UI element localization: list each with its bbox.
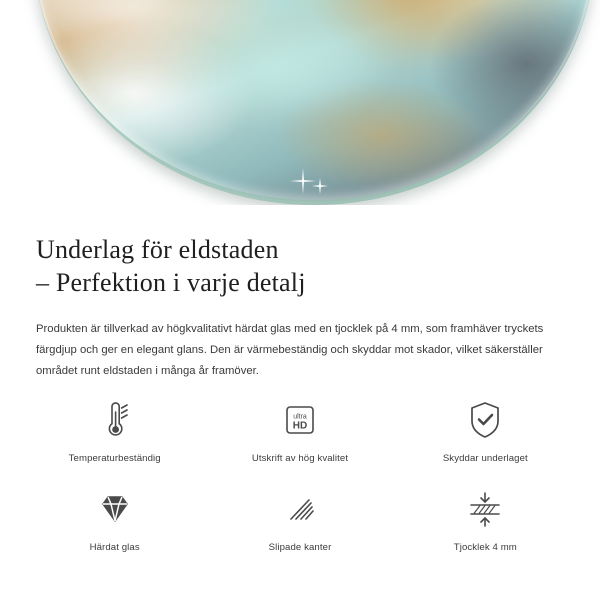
feature-label: Slipade kanter (268, 542, 332, 553)
feature-label: Härdat glas (89, 542, 140, 553)
feature-grid (0, 393, 600, 553)
feature-label: Tjocklek 4 mm (453, 542, 517, 553)
feature-item (22, 393, 207, 464)
diamond-icon (88, 482, 142, 536)
feature-label: Skyddar underlaget (442, 453, 528, 464)
feature-item (207, 393, 392, 464)
feature-item (393, 393, 578, 464)
ultra-hd-icon (273, 393, 327, 447)
polished-edges-icon (273, 482, 327, 536)
hero-image (0, 0, 600, 205)
body-paragraph: Produkten är tillverkad av högkvalitativt härdat glas med en tjocklek på 4 mm, som framhäver tryckets färgdjup och ger en elegant glans. Den är värmebeständig och skyddar mot skador, vilket säkerställer området runt eldstaden i många år framöver. (36, 323, 544, 377)
marble-vein (157, 13, 392, 124)
headline-line-1: Underlag för eldstaden (36, 235, 279, 264)
feature-item (22, 482, 207, 553)
feature-item (207, 482, 392, 553)
shield-check-icon (458, 393, 512, 447)
feature-item (393, 482, 578, 553)
svg-text:HD: HD (292, 420, 308, 432)
page-title (0, 205, 600, 299)
feature-label: Temperaturbeständig (68, 453, 161, 464)
round-marble-glass-panel (34, 0, 594, 205)
thickness-icon (458, 482, 512, 536)
text-content (0, 205, 600, 382)
headline-line-2: – Perfektion i varje detalj (36, 268, 306, 298)
feature-label: Utskrift av hög kvalitet (251, 453, 349, 464)
thermometer-icon (88, 393, 142, 447)
svg-text:ultra: ultra (293, 413, 307, 421)
